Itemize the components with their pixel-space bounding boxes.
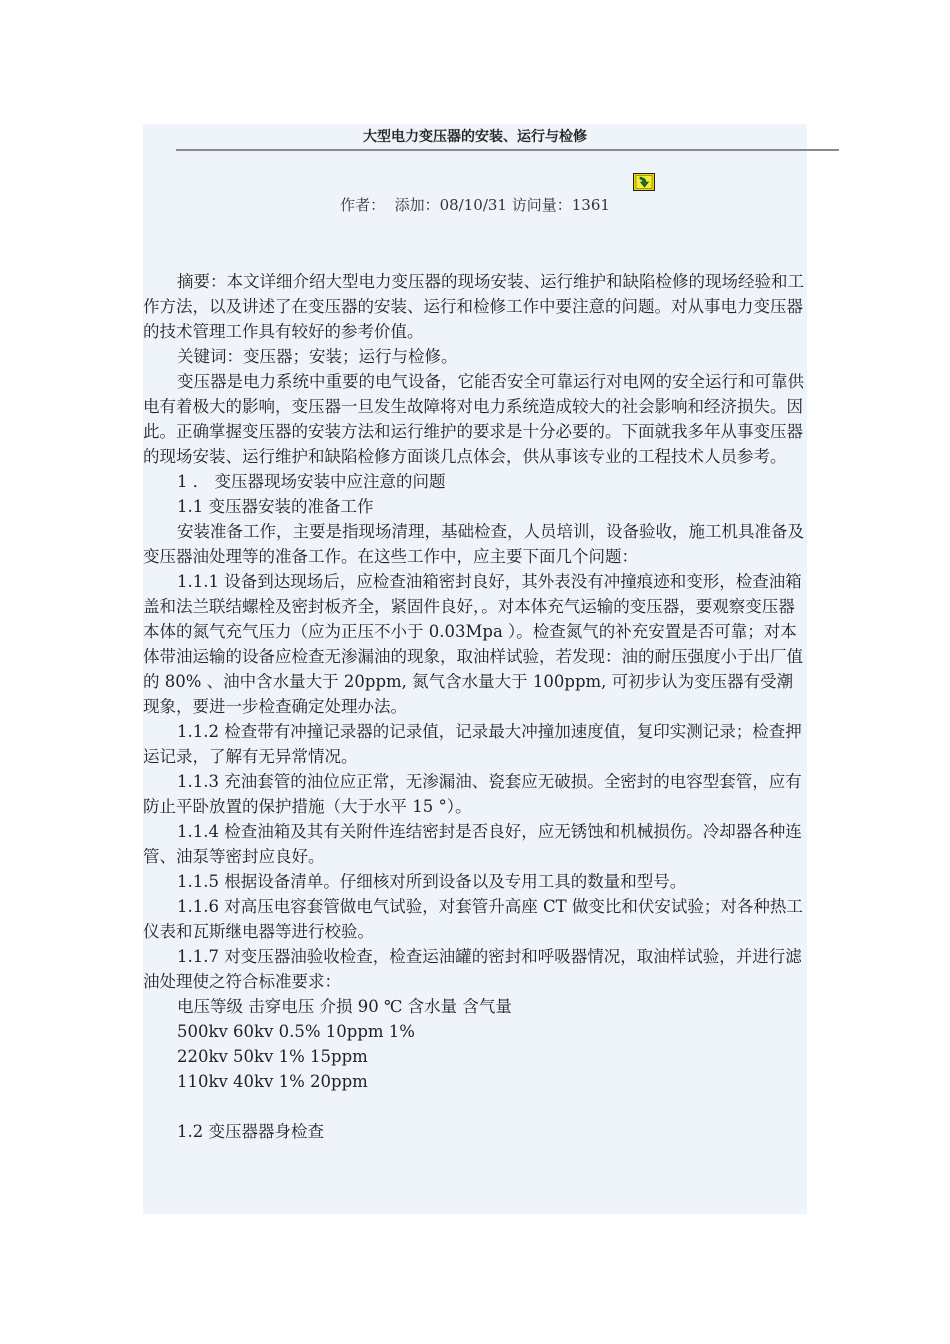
article-body bbox=[143, 269, 807, 1144]
subsection-heading-1-1: 1.1 变压器安装的准备工作 bbox=[177, 497, 374, 516]
item-1-1-4: 1.1.4 检查油箱及其有关附件连结密封是否良好，应无锈蚀和机械损伤。冷却器各种连管、油泵等密封应良好。 bbox=[143, 822, 802, 866]
oil-spec-row-110kv: 110kv 40kv 1% 20ppm bbox=[177, 1072, 368, 1091]
oil-spec-row-220kv: 220kv 50kv 1% 15ppm bbox=[177, 1047, 368, 1066]
prep-paragraph: 安装准备工作，主要是指现场清理，基础检查，人员培训，设备验收，施工机具准备及变压器油处理等的准备工作。在这些工作中，应主要下面几个问题： bbox=[143, 522, 804, 566]
item-1-1-7: 1.1.7 对变压器油验收检查，检查运油罐的密封和呼吸器情况，取油样试验，并进行滤油处理使之符合标准要求： bbox=[143, 947, 802, 991]
abstract-paragraph: 摘要：本文详细介绍大型电力变压器的现场安装、运行维护和缺陷检修的现场经验和工作方法，以及讲述了在变压器的安装、运行和检修工作中要注意的问题。对从事电力变压器的技术管理工作具有较好的参考价值。 bbox=[143, 272, 804, 341]
item-1-1-3: 1.1.3 充油套管的油位应正常，无渗漏油、瓷套应无破损。全密封的电容型套管，应有防止平卧放置的保护措施（大于水平 15 °）。 bbox=[143, 772, 802, 816]
keywords-paragraph: 关键词：变压器；安装；运行与检修。 bbox=[177, 347, 458, 366]
item-1-1-2: 1.1.2 检查带有冲撞记录器的记录值，记录最大冲撞加速度值，复印实测记录；检查押运记录，了解有无异常情况。 bbox=[143, 722, 802, 766]
subsection-heading-1-2: 1.2 变压器器身检查 bbox=[177, 1122, 324, 1141]
item-1-1-5: 1.1.5 根据设备清单。仔细核对所到设备以及专用工具的数量和型号。 bbox=[177, 872, 687, 891]
item-1-1-1: 1.1.1 设备到达现场后，应检查油箱密封良好，其外表没有冲撞痕迹和变形，检查油箱盖和法兰联结螺栓及密封板齐全，紧固件良好，。对本体充气运输的变压器，要观察变压器本体的氮气充气压力（应为正压不小于 0.03Mpa ）。检查氮气的补充安置是否可靠；对本体带油运输的设备应检查无渗漏油的现象，取油样试验，若发现：油的耐压强度小于出厂值的 80% 、油中含水量大于 20ppm, 氮气含水量大于 100ppm, 可初步认为变压器有受潮现象，要进一步检查确定处理办法。 bbox=[143, 572, 803, 716]
section-heading-1: 1 ． 变压器现场安装中应注意的问题 bbox=[177, 472, 446, 491]
intro-paragraph: 变压器是电力系统中重要的电气设备，它能否安全可靠运行对电网的安全运行和可靠供电有着极大的影响，变压器一旦发生故障将对电力系统造成较大的社会影响和经济损失。因此。正确掌握变压器的安装方法和运行维护的要求是十分必要的。下面就我多年从事变压器的现场安装、运行维护和缺陷检修方面谈几点体会，供从事该专业的工程技术人员参考。 bbox=[143, 372, 804, 466]
article-meta: 作者： 添加：08/10/31 访问量：1361 bbox=[340, 196, 610, 214]
share-arrow-icon[interactable] bbox=[633, 173, 655, 191]
item-1-1-6: 1.1.6 对高压电容套管做电气试验，对套管升高座 CT 做变比和伏安试验；对各种热工仪表和瓦斯继电器等进行校验。 bbox=[143, 897, 803, 941]
title-divider bbox=[176, 149, 839, 151]
article-title: 大型电力变压器的安装、运行与检修 bbox=[363, 129, 587, 145]
oil-spec-row-500kv: 500kv 60kv 0.5% 10ppm 1% bbox=[177, 1022, 415, 1041]
oil-spec-header: 电压等级 击穿电压 介损 90 ℃ 含水量 含气量 bbox=[177, 997, 512, 1016]
blank-line bbox=[143, 1094, 807, 1119]
